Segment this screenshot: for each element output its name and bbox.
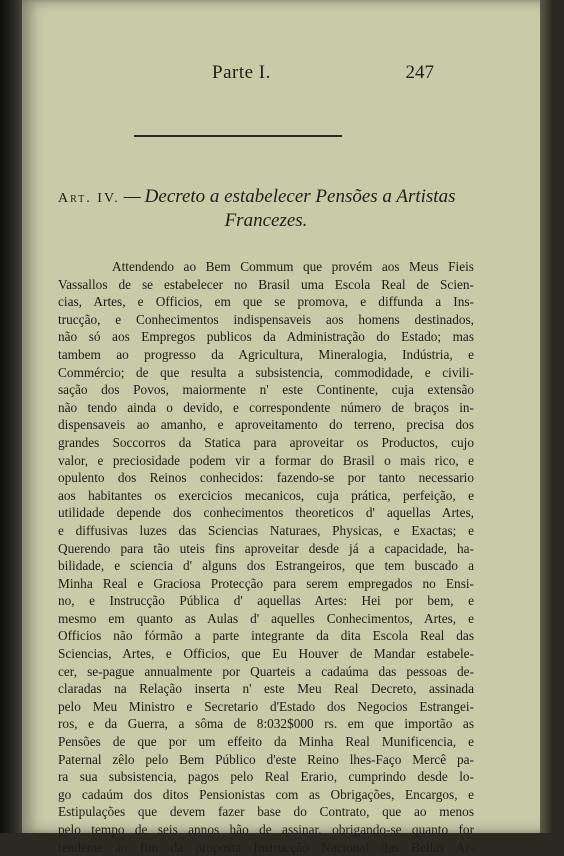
body-line: Paternal zêlo pelo Bem Público d'este Reino lhes-Faço Mercê pa- (58, 751, 474, 767)
body-line: no, e Instrucção Pública d' aquellas Artes: Hei por bem, e (58, 593, 474, 609)
book-page (22, 0, 552, 855)
article-title-line-1: Decreto a estabelecer Pensões a Artistas (144, 186, 456, 207)
body-line: aos habitantes os exercicios mecanicos, cuja prática, perfeição, e (58, 487, 474, 503)
body-line: Sciencias, Artes, e Officios, que Eu Houver de Mandar estabele- (58, 646, 474, 662)
body-line: cias, Artes, e Officios, em que se promova, e diffunda a Ins- (58, 294, 474, 310)
body-line: sação dos Povos, maiormente n' este Continente, cuja extensão (58, 382, 474, 398)
body-line: Attendendo ao Bem Commum que provém aos Meus Fieis (112, 259, 474, 274)
page-number: 247 (405, 62, 434, 83)
page-edge (540, 0, 552, 833)
body-line: Officios não fórmão a parte integrante da dita Escola Real das (58, 628, 474, 644)
body-line: grandes Soccorros da Statica para aproveitar os Productos, cujo (58, 434, 474, 450)
running-header (22, 62, 552, 92)
body-line: go cadaúm dos ditos Pensionistas com as Obrigações, Encargos, e (58, 786, 474, 802)
article-heading (58, 186, 474, 231)
article-title-line-2: Francezes. (224, 210, 308, 231)
body-line: utilidade depende dos conhecimentos theoreticos d' aquellas Artes, (58, 505, 474, 521)
header-rule (134, 135, 342, 137)
article-label: Art. IV. (58, 191, 120, 206)
body-line: pelo tempo de seis annos hão de assinar, obrigando-se quanto for (58, 822, 474, 837)
body-line: não tendo ainda o devido, e correspondente número de braços in- (58, 399, 474, 415)
body-line: Querendo para tão uteis fins aproveitar desde já a capacidade, ha- (58, 540, 474, 556)
body-line: tendente ao fim da proposta Instrucção Nacional das Bellas Ar- (58, 839, 474, 855)
body-line: cer, se-pague annualmente por Quarteis a cadaúma das pessoas de- (58, 663, 474, 679)
body-line: mesmo em quanto as Aulas d' aquelles Conhecimentos, Artes, e (58, 610, 474, 626)
body-line: pelo Meu Ministro e Secretario d'Estado dos Negocios Estrangei- (58, 698, 474, 714)
decree-body (58, 258, 474, 856)
body-line: opulento dos Reinos conhecidos: fazendo-se por tanto necessario (58, 470, 474, 486)
body-line: Estipulações que devem fazer base do Contrato, que ao menos (58, 804, 474, 820)
body-line: bilidade, e sciencia d' alguns dos Estrangeiros, que tem buscado a (58, 558, 474, 574)
body-line: valor, e preciosidade podem vir a formar do Brasil o mais rico, e (58, 452, 474, 468)
body-line: Commércio; de que resulta a subsistencia, commodidade, e civili- (58, 364, 474, 380)
body-line: tambem ao progresso da Agricultura, Mineralogia, Indústria, e (58, 346, 474, 362)
body-line: e diffusivas luzes das Sciencias Naturaes, Physicas, e Exactas; e (58, 522, 474, 538)
article-dash: — (123, 186, 141, 207)
body-line: ra sua subsistencia, pagos pelo Real Erario, cumprindo desde lo- (58, 769, 474, 785)
body-line: dispensaveis ao amanho, e aproveitamento do terreno, precisa dos (58, 417, 474, 433)
body-line: Pensões de que por um effeito da Minha Real Munificencia, e (58, 734, 474, 750)
body-line: Minha Real e Graciosa Protecção para serem empregados no Ensi- (58, 575, 474, 591)
body-line: não só aos Empregos publicos da Administração do Estado; mas (58, 329, 474, 345)
body-line: claradas na Relação inserta n' este Meu Real Decreto, assinada (58, 681, 474, 697)
running-header-part: Parte I. (212, 62, 271, 83)
body-line: trucção, e Conhecimentos indispensaveis aos homens destinados, (58, 311, 474, 327)
body-line: ros, e da Guerra, a sôma de 8:032$000 rs. em que importão as (58, 716, 474, 732)
body-line: Vassallos de se estabelecer no Brasil uma Escola Real de Scien- (58, 276, 474, 292)
book-spine (0, 0, 24, 833)
